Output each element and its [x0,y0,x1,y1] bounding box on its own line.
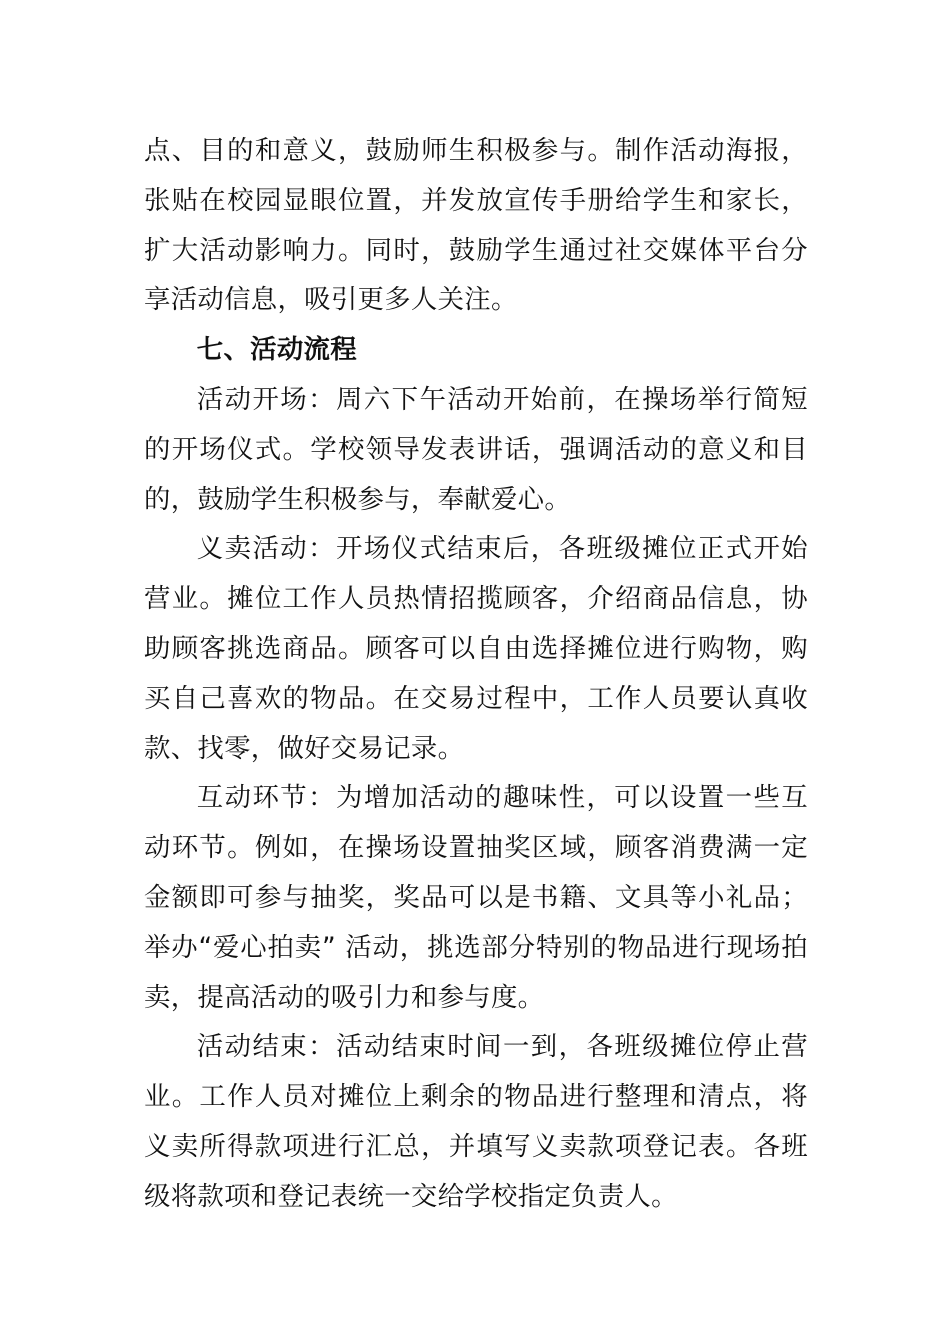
section-heading: 七、活动流程 [196,334,357,366]
paragraph-charity-sale: 义卖活动：开场仪式结束后，各班级摊位正式开始营业。摊位工作人员热情招揽顾客，介绍商品信息，协助顾客挑选商品。顾客可以自由选择摊位进行购物，购买自己喜欢的物品。在交易过程中，工作人员要认真收款、找零，做好交易记录。 [144,533,808,764]
intro-paragraph: 点、目的和意义，鼓励师生积极参与。制作活动海报，张贴在校园显眼位置，并发放宣传手册给学生和家长，扩大活动影响力。同时，鼓励学生通过社交媒体平台分享活动信息，吸引更多人关注。 [144,135,808,316]
paragraph-closing: 活动结束：活动结束时间一到，各班级摊位停止营业。工作人员对摊位上剩余的物品进行整理和清点，将义卖所得款项进行汇总，并填写义卖款项登记表。各班级将款项和登记表统一交给学校指定负责人。 [144,1031,808,1212]
paragraph-opening: 活动开场：周六下午活动开始前，在操场举行简短的开场仪式。学校领导发表讲话，强调活动的意义和目的，鼓励学生积极参与，奉献爱心。 [144,383,808,515]
paragraph-interaction: 互动环节：为增加活动的趣味性，可以设置一些互动环节。例如，在操场设置抽奖区域，顾客消费满一定金额即可参与抽奖，奖品可以是书籍、文具等小礼品；举办“爱心拍卖” 活动，挑选部分特别的物品进行现场拍卖，提高活动的吸引力和参与度。 [144,782,808,1013]
document-page [144,126,808,1222]
